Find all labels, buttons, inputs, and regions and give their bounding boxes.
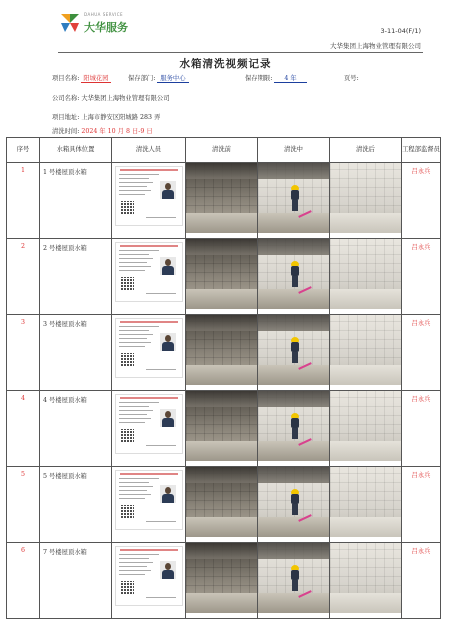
meta-retention (245, 73, 307, 83)
id-card-image (115, 166, 183, 226)
staff-id-card (112, 163, 186, 239)
tank-photo-during (258, 239, 329, 309)
retention-label: 保存期限: (245, 75, 273, 82)
row-supervisor (402, 467, 441, 543)
meta-page (344, 73, 359, 82)
supervisor-name: 吕永兵 (411, 244, 431, 251)
tank-photo-during (258, 467, 329, 537)
photo-after (330, 391, 402, 467)
id-card-image (115, 318, 183, 378)
table-header-row (7, 138, 441, 163)
table-row (7, 239, 441, 315)
photo-before (186, 315, 258, 391)
row-supervisor (402, 163, 441, 239)
date-label: 清洗时间: (52, 128, 80, 135)
header-location: 水箱具体位置 (40, 138, 112, 163)
address-value: 上海市静安区阳城路 283 弄 (81, 114, 161, 121)
staff-photo (160, 409, 176, 427)
photo-after (330, 163, 402, 239)
tank-photo-after (330, 391, 401, 461)
staff-photo (160, 333, 176, 351)
meta-dept (128, 73, 189, 83)
supervisor-name: 吕永兵 (411, 396, 431, 403)
id-card-image (115, 394, 183, 454)
brand-english: DAHUA SERVICE (84, 12, 124, 17)
cleaning-record-table (6, 137, 441, 619)
photo-after (330, 467, 402, 543)
tank-photo-before (186, 467, 257, 537)
header-before: 清洗前 (186, 138, 258, 163)
document-code: 3-11-04(F/1) (380, 27, 421, 35)
tank-photo-before (186, 391, 257, 461)
photo-during (258, 239, 330, 315)
organization-name: 大华集团上海物业管理有限公司 (330, 42, 421, 50)
header-during: 清洗中 (258, 138, 330, 163)
table-row (7, 315, 441, 391)
row-number: 1 (7, 163, 40, 239)
tank-photo-after (330, 467, 401, 537)
row-location: 3 号楼屋顶水箱 (40, 315, 112, 391)
retention-value: 4 年 (274, 73, 306, 83)
photo-before (186, 467, 258, 543)
row-number: 5 (7, 467, 40, 543)
photo-before (186, 543, 258, 619)
table-row (7, 467, 441, 543)
staff-id-card (112, 467, 186, 543)
id-card-image (115, 470, 183, 530)
tank-photo-before (186, 163, 257, 233)
table-row (7, 543, 441, 619)
photo-during (258, 391, 330, 467)
tank-photo-after (330, 315, 401, 385)
supervisor-name: 吕永兵 (411, 472, 431, 479)
photo-before (186, 391, 258, 467)
photo-during (258, 467, 330, 543)
page-title: 水箱清洗视频记录 (179, 58, 272, 70)
staff-id-card (112, 315, 186, 391)
meta-date (52, 126, 153, 135)
row-number: 2 (7, 239, 40, 315)
row-supervisor (402, 543, 441, 619)
supervisor-name: 吕永兵 (411, 548, 431, 555)
company-value: 大华集团上海物业管理有限公司 (81, 95, 170, 102)
staff-photo (160, 181, 176, 199)
photo-before (186, 239, 258, 315)
row-number: 4 (7, 391, 40, 467)
staff-photo (160, 561, 176, 579)
tank-photo-after (330, 163, 401, 233)
row-number: 6 (7, 543, 40, 619)
row-supervisor (402, 391, 441, 467)
supervisor-name: 吕永兵 (411, 320, 431, 327)
row-supervisor (402, 239, 441, 315)
page-label: 页号: (344, 75, 359, 82)
project-label: 项目名称: (52, 75, 80, 82)
staff-id-card (112, 391, 186, 467)
header-staff: 清洗人员 (112, 138, 186, 163)
row-location: 2 号楼屋顶水箱 (40, 239, 112, 315)
photo-during (258, 315, 330, 391)
address-label: 项目地址: (52, 114, 80, 121)
company-label: 公司名称: (52, 95, 80, 102)
staff-id-card (112, 239, 186, 315)
tank-photo-during (258, 163, 329, 233)
dept-label: 保存部门: (128, 75, 156, 82)
photo-during (258, 543, 330, 619)
staff-photo (160, 485, 176, 503)
staff-id-card (112, 543, 186, 619)
brand-name: 大华服务 (84, 21, 128, 34)
staff-photo (160, 257, 176, 275)
row-supervisor (402, 315, 441, 391)
table-row (7, 391, 441, 467)
meta-project (52, 73, 111, 83)
tank-photo-before (186, 239, 257, 309)
dept-value: 服务中心 (157, 73, 188, 83)
row-location: 4 号楼屋顶水箱 (40, 391, 112, 467)
company-logo-icon (57, 10, 83, 36)
id-card-image (115, 546, 183, 606)
supervisor-name: 吕永兵 (411, 168, 431, 175)
row-location: 7 号楼屋顶水箱 (40, 543, 112, 619)
header-no: 序号 (7, 138, 40, 163)
photo-after (330, 315, 402, 391)
tank-photo-during (258, 315, 329, 385)
header-supervisor: 工程部监督员 (402, 138, 441, 163)
photo-before (186, 163, 258, 239)
photo-after (330, 543, 402, 619)
tank-photo-before (186, 543, 257, 613)
project-value: 阳城花园 (83, 75, 109, 82)
meta-company (52, 93, 169, 102)
photo-during (258, 163, 330, 239)
tank-photo-after (330, 543, 401, 613)
row-location: 5 号楼屋顶水箱 (40, 467, 112, 543)
id-card-image (115, 242, 183, 302)
tank-photo-during (258, 543, 329, 613)
photo-after (330, 239, 402, 315)
table-row (7, 163, 441, 239)
tank-photo-after (330, 239, 401, 309)
tank-photo-before (186, 315, 257, 385)
date-value: 2024 年 10 月 8 日-9 日 (81, 128, 153, 135)
row-number: 3 (7, 315, 40, 391)
meta-address (52, 112, 160, 121)
row-location: 1 号楼屋顶水箱 (40, 163, 112, 239)
header-divider (58, 52, 423, 53)
tank-photo-during (258, 391, 329, 461)
header-after: 清洗后 (330, 138, 402, 163)
